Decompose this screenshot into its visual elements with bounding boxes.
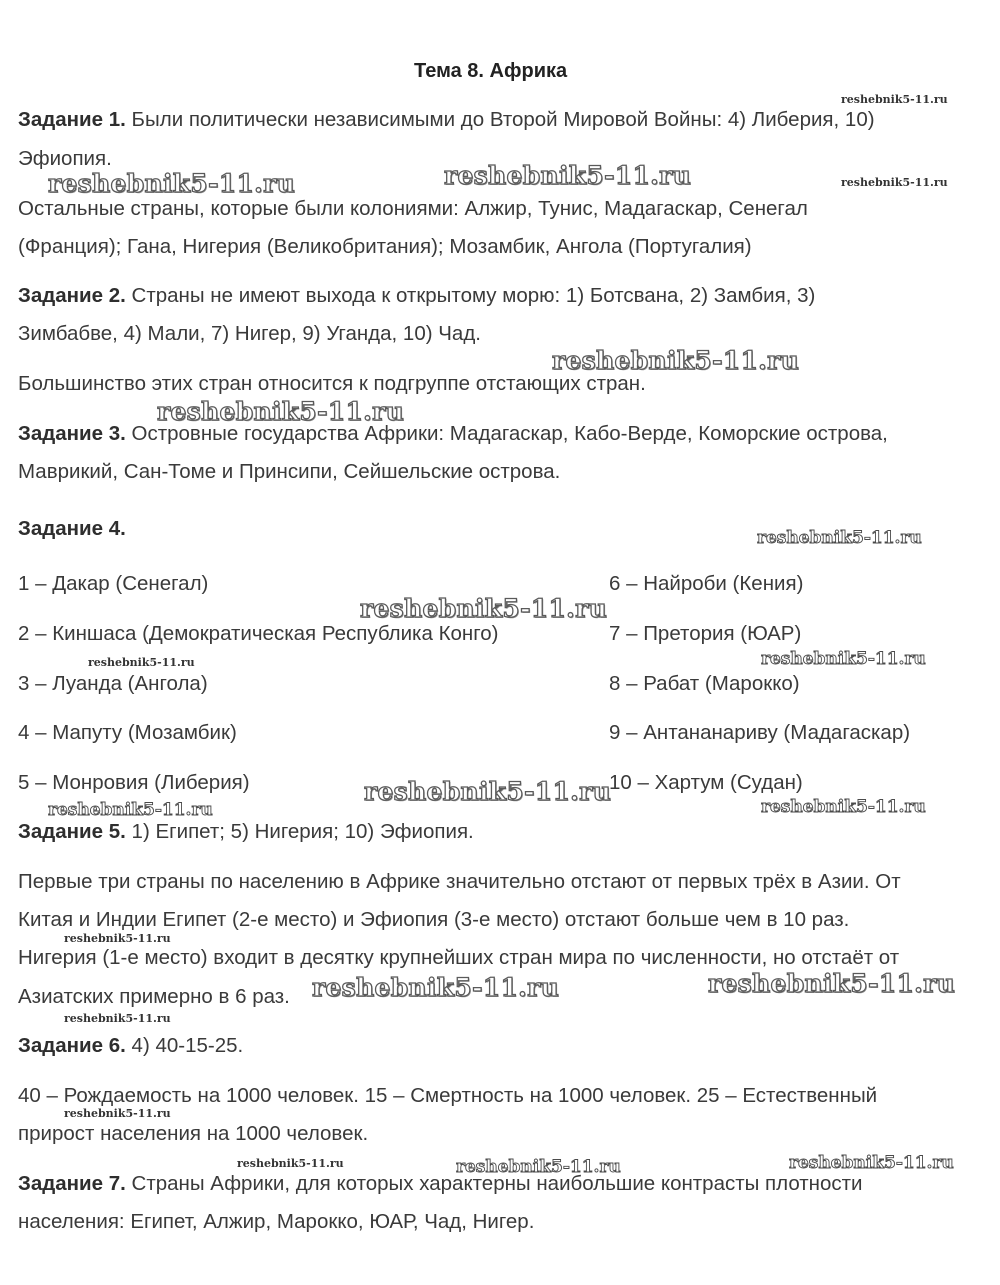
task-3-label: Задание 3. [18,422,126,445]
watermark: reshebnik5-11.ru [64,932,171,945]
task-2-line-2: Зимбабве, 4) Мали, 7) Нигер, 9) Уганда, 10) Чад. [18,322,481,345]
task-5-paragraph-line: Первые три страны по населению в Африке значительно отстают от первых трёх в Азии. От [18,870,901,893]
capital-item: 3 – Луанда (Ангола) [18,672,208,695]
task-2-label: Задание 2. [18,284,126,307]
watermark: reshebnik5-11.ru [789,1153,954,1173]
task-1-line-4: (Франция); Гана, Нигерия (Великобритания); Мозамбик, Ангола (Португалия) [18,235,752,258]
watermark: reshebnik5-11.ru [708,969,956,998]
task-1-line-1: Задание 1. Были политически независимыми до Второй Мировой Войны: 4) Либерия, 10) [18,108,875,131]
watermark: reshebnik5-11.ru [48,169,296,198]
watermark: reshebnik5-11.ru [456,1157,621,1177]
watermark: reshebnik5-11.ru [761,797,926,817]
capital-item: 5 – Монровия (Либерия) [18,771,250,794]
task-1-line-2: Эфиопия. [18,147,112,170]
task-1-label: Задание 1. [18,108,126,131]
capital-item: 2 – Киншаса (Демократическая Республика Конго) [18,622,499,645]
watermark: reshebnik5-11.ru [237,1157,344,1170]
page-title: Тема 8. Африка [414,60,568,82]
task-5-line-1: Задание 5. 1) Египет; 5) Нигерия; 10) Эфиопия. [18,820,474,843]
watermark: reshebnik5-11.ru [841,93,948,106]
watermark: reshebnik5-11.ru [312,973,560,1002]
task-1-line-3: Остальные страны, которые были колониями: Алжир, Тунис, Мадагаскар, Сенегал [18,197,808,220]
watermark: reshebnik5-11.ru [841,176,948,189]
task-6-paragraph-line: прирост населения на 1000 человек. [18,1122,369,1145]
task-2-line-3: Большинство этих стран относится к подгруппе отстающих стран. [18,372,646,395]
task-4-label: Задание 4. [18,517,126,540]
watermark: reshebnik5-11.ru [360,594,608,623]
task-6-paragraph-line: 40 – Рождаемость на 1000 человек. 15 – Смертность на 1000 человек. 25 – Естественный [18,1084,878,1107]
task-3-line-2: Маврикий, Сан-Томе и Принсипи, Сейшельские острова. [18,460,561,483]
capital-item: 8 – Рабат (Марокко) [609,672,800,695]
watermark: reshebnik5-11.ru [757,528,922,548]
task-5-paragraph-line: Нигерия (1-е место) входит в десятку крупнейших стран мира по численности, но отстаёт от [18,946,900,969]
task-5-paragraph-line: Азиатских примерно в 6 раз. [18,985,290,1008]
task-7-line-1: Задание 7. Страны Африки, для которых характерны наибольшие контрасты плотности [18,1172,863,1195]
capital-item: 7 – Претория (ЮАР) [609,622,802,645]
task-7-label: Задание 7. [18,1172,126,1195]
task-2-line-1: Задание 2. Страны не имеют выхода к открытому морю: 1) Ботсвана, 2) Замбия, 3) [18,284,816,307]
task-3-line-1: Задание 3. Островные государства Африки: Мадагаскар, Кабо-Верде, Коморские острова, [18,422,888,445]
capital-item: 9 – Антананариву (Мадагаскар) [609,721,911,744]
watermark: reshebnik5-11.ru [64,1012,171,1025]
task-6-line-1: Задание 6. 4) 40-15-25. [18,1034,244,1057]
task-5-paragraph-line: Китая и Индии Египет (2-е место) и Эфиопия (3-е место) отстают больше чем в 10 раз. [18,908,850,931]
watermark: reshebnik5-11.ru [88,656,195,669]
task-6-label: Задание 6. [18,1034,126,1057]
watermark: reshebnik5-11.ru [48,800,213,820]
capital-item: 4 – Мапуту (Мозамбик) [18,721,237,744]
watermark: reshebnik5-11.ru [157,397,405,426]
watermark: reshebnik5-11.ru [552,346,800,375]
capital-item: 10 – Хартум (Судан) [609,771,803,794]
watermark: reshebnik5-11.ru [761,649,926,669]
watermark: reshebnik5-11.ru [444,161,692,190]
capital-item: 1 – Дакар (Сенегал) [18,572,209,595]
task-7-line-2: населения: Египет, Алжир, Марокко, ЮАР, Чад, Нигер. [18,1210,535,1233]
watermark: reshebnik5-11.ru [64,1107,171,1120]
task-5-label: Задание 5. [18,820,126,843]
watermark: reshebnik5-11.ru [364,777,612,806]
capital-item: 6 – Найроби (Кения) [609,572,804,595]
